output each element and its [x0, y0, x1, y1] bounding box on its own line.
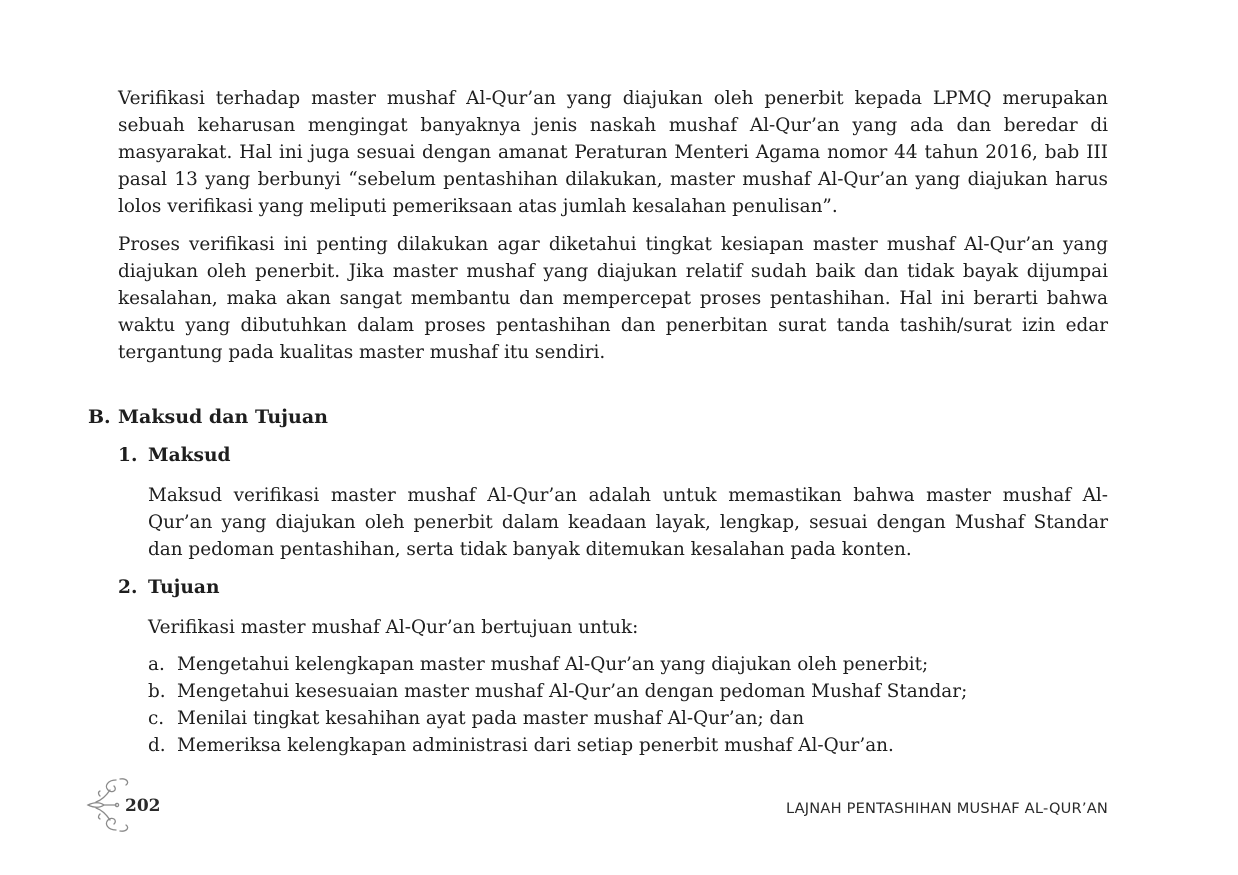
list-item	[148, 651, 1108, 678]
subsection-tujuan-heading	[118, 574, 219, 601]
page-number: 202	[125, 796, 161, 816]
intro-paragraph-1: Verifikasi terhadap master mushaf Al-Qur’an yang diajukan oleh penerbit kepada LPMQ merupakan sebuah keharusan mengingat banyaknya jenis naskah mushaf Al-Qur’an yang ada dan beredar di masyarakat. Hal ini juga sesuai dengan amanat Peraturan Menteri Agama nomor 44 tahun 2016, bab III pasal 13 yang berbunyi “sebelum pentashihan dilakukan, master mushaf Al-Qur’an yang diajukan harus lolos verifikasi yang meliputi pemeriksaan atas jumlah kesalahan penulisan”.	[118, 88, 1108, 217]
tujuan-intro: Verifikasi master mushaf Al-Qur’an bertujuan untuk:	[148, 617, 639, 638]
running-footer-title: LAJNAH PENTASHIHAN MUSHAF AL-QUR’AN	[785, 800, 1108, 817]
section-b-title: Maksud dan Tujuan	[118, 406, 328, 428]
subsection-maksud-number: 1.	[118, 445, 138, 466]
subsection-tujuan-title: Tujuan	[148, 577, 220, 598]
list-marker: c.	[148, 708, 165, 729]
list-item-text: Mengetahui kelengkapan master mushaf Al-Qur’an yang diajukan oleh penerbit;	[177, 654, 929, 675]
list-marker: d.	[148, 735, 166, 756]
list-item	[148, 678, 1108, 705]
list-item-text: Mengetahui kesesuaian master mushaf Al-Qur’an dengan pedoman Mushaf Standar;	[177, 681, 968, 702]
list-item-text: Menilai tingkat kesahihan ayat pada master mushaf Al-Qur’an; dan	[177, 708, 805, 729]
maksud-paragraph: Maksud verifikasi master mushaf Al-Qur’an adalah untuk memastikan bahwa master mushaf Al-Qur’an yang diajukan oleh penerbit dalam keadaan layak, lengkap, sesuai dengan Mushaf Standar dan pedoman pentashihan, serta tidak banyak ditemukan kesalahan pada konten.	[148, 485, 1108, 560]
list-marker: a.	[148, 654, 165, 675]
list-item	[148, 732, 1108, 759]
subsection-maksud-title: Maksud	[148, 445, 231, 466]
intro-paragraph-2: Proses verifikasi ini penting dilakukan agar diketahui tingkat kesiapan master mushaf Al-Qur’an yang diajukan oleh penerbit. Jika master mushaf yang diajukan relatif sudah baik dan tidak bayak dijumpai kesalahan, maka akan sangat membantu dan mempercepat proses pentashihan. Hal ini berarti bahwa waktu yang dibutuhkan dalam proses pentashihan dan penerbitan surat tanda tashih/surat izin edar tergantung pada kualitas master mushaf itu sendiri.	[118, 234, 1108, 363]
section-b-label: B.	[88, 406, 111, 428]
list-item-text: Memeriksa kelengkapan administrasi dari setiap penerbit mushaf Al-Qur’an.	[177, 735, 894, 756]
subsection-tujuan-number: 2.	[118, 577, 138, 598]
list-marker: b.	[148, 681, 166, 702]
subsection-maksud-heading	[118, 442, 231, 469]
section-b-heading	[88, 404, 328, 431]
list-item	[148, 705, 1108, 732]
tujuan-list	[148, 651, 1108, 759]
